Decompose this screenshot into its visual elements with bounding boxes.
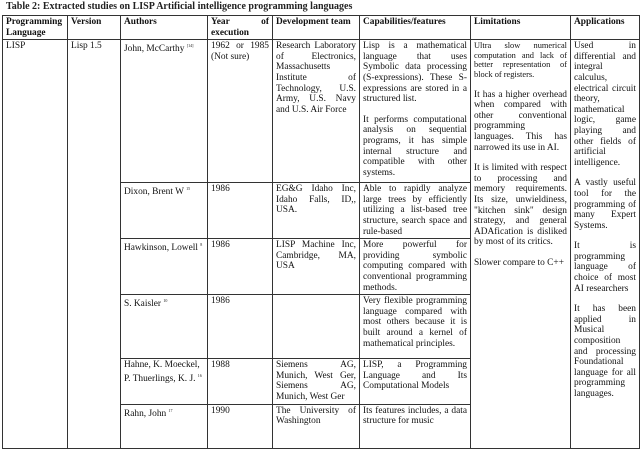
year-cell: 1986 <box>208 183 273 239</box>
author-name: Hahne, K. Moeckel, P. Thuerlings, K. J. <box>124 360 200 384</box>
team-cell: The University of Washington <box>273 404 360 448</box>
team-cell: EG&G Idaho Inc, Idaho Falls, ID,, USA. <box>273 183 360 239</box>
version-cell: Lisp 1.5 <box>68 40 121 448</box>
header-features: Capabilities/features <box>360 16 471 40</box>
team-cell: Siemens AG, Munich, West Ger, Siemens AG, Munich, West Ger <box>273 359 360 404</box>
year-cell: 1988 <box>208 359 273 404</box>
application-text: It is programming language of choice of most AI researchers <box>574 241 636 294</box>
author-cell <box>121 404 208 448</box>
team-cell: LISP Machine Inc, Cambridge, MA, USA <box>273 239 360 295</box>
author-name: Hawkinson, Lowell <box>124 243 198 254</box>
team-cell: Research Laboratory of Electronics, Massachusetts Institute of Technology, U.S. Army, U.S. Navy and U.S. Air Force <box>273 40 360 183</box>
features-cell: Its features includes, a data structure for music <box>360 404 471 448</box>
feature-text: Lisp is a mathematical language that uses Symbolic data processing (S-expressions). These S-expressions are stored in a structured list. <box>363 41 467 105</box>
table-caption: Table 2: Extracted studies on LISP Artificial intelligence programming languages <box>6 1 353 12</box>
reference: [14] <box>186 43 194 49</box>
language-cell: LISP <box>3 40 68 448</box>
author-cell <box>121 40 208 183</box>
application-text: A vastly useful tool for the programming of many Expert Systems. <box>574 178 636 231</box>
limitations-cell <box>471 40 571 448</box>
author-cell <box>121 359 208 404</box>
application-text: It has been applied in Musical composition and processing Foundational language for all programming languages. <box>574 304 636 399</box>
header-row <box>3 16 640 40</box>
reference: 10 <box>163 298 168 304</box>
table-row <box>3 40 640 183</box>
header-year: Year of execution <box>208 16 273 40</box>
application-text: Used in differential and integral calculus, electrical circuit theory, mathematical logic, game playing and other fields of artificial intelligence. <box>574 41 636 168</box>
lisp-studies-table <box>2 15 640 449</box>
feature-text: It performs computational analysis on sequential programs, it has simple internal structure and compatible with other systems. <box>363 114 467 178</box>
applications-cell <box>571 40 640 448</box>
reference: 8 <box>200 242 203 248</box>
limitation-text: Ultra slow numerical computation and lack of better representation of block of registers. <box>474 41 567 79</box>
team-cell <box>273 295 360 359</box>
header-language: Programming Language <box>3 16 68 40</box>
author-name: Rahn, John <box>124 408 167 419</box>
features-cell <box>360 40 471 183</box>
limitation-text: It has a higher overhead when compared with other conventional programming languages. This has narrowed its use in AI. <box>474 89 567 153</box>
header-version: Version <box>68 16 121 40</box>
header-applications: Applications <box>571 16 640 40</box>
author-name: Dixon, Brent W <box>124 187 184 198</box>
features-cell: Able to rapidly analyze large trees by efficiently utilizing a list-based tree structure, search space and rule-based <box>360 183 471 239</box>
limitation-text: It is limited with respect to processing and memory requirements. Its size, unwieldiness, "kitchen sink" design strategy, and general ADAfication is disliked by most of its critics. <box>474 163 567 248</box>
year-cell: 1986 <box>208 239 273 295</box>
author-name: John, McCarthy <box>124 44 185 55</box>
features-cell: LISP, a Programming Language and Its Computational Models <box>360 359 471 404</box>
reference: 15 <box>186 186 191 192</box>
reference: 16 <box>197 372 202 378</box>
year-cell: 1962 or 1985 (Not sure) <box>208 40 273 183</box>
year-cell: 1986 <box>208 295 273 359</box>
features-cell: More powerful for providing symbolic computing compared with conventional programming methods. <box>360 239 471 295</box>
header-team: Development team <box>273 16 360 40</box>
limitation-text: Slower compare to C++ <box>474 257 564 268</box>
author-cell <box>121 295 208 359</box>
author-cell <box>121 239 208 295</box>
author-name: S. Kaisler <box>124 299 161 310</box>
author-cell <box>121 183 208 239</box>
features-cell: Very flexible programming language compared with most others because it is built around a kernel of mathematical principles. <box>360 295 471 359</box>
year-cell: 1990 <box>208 404 273 448</box>
reference: 17 <box>168 407 173 413</box>
header-authors: Authors <box>121 16 208 40</box>
header-limitations: Limitations <box>471 16 571 40</box>
